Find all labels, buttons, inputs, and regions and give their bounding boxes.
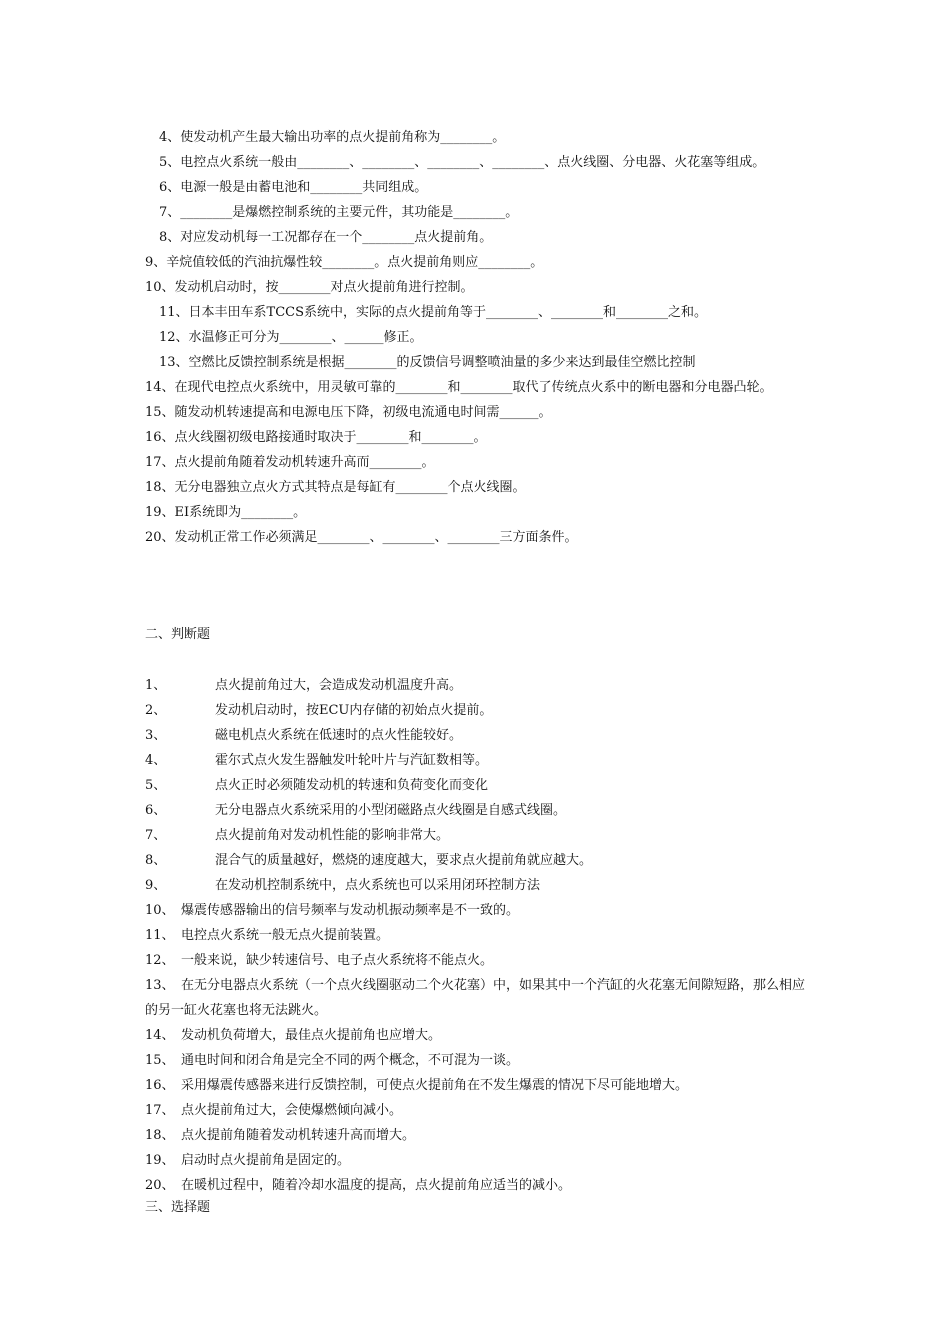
judgement-question: [145, 1123, 815, 1148]
judgement-question: [145, 848, 815, 873]
fill-question: 7、________是爆燃控制系统的主要元件，其功能是________。: [159, 205, 519, 220]
fill-question: 4、使发动机产生最大输出功率的点火提前角称为________。: [159, 130, 506, 145]
fill-question: 6、电源一般是由蓄电池和________共同组成。: [159, 180, 428, 195]
question-text: 点火提前角随着发动机转速升高而增大。: [181, 1128, 416, 1143]
question-number: 10、: [145, 903, 175, 918]
question-number: 8、: [145, 853, 167, 868]
fill-question: 13、空燃比反馈控制系统是根据________的反馈信号调整喷油量的多少来达到最佳空燃比控制: [159, 355, 696, 370]
judgement-question: [145, 698, 815, 723]
question-text: 启动时点火提前角是固定的。: [181, 1153, 351, 1168]
question-number: 18、: [145, 1128, 175, 1143]
question-number: 3、: [145, 728, 167, 743]
section-heading-judgement: 二、判断题: [145, 627, 211, 642]
fill-question: 11、日本丰田车系TCCS系统中，实际的点火提前角等于________、________和________之和。: [159, 305, 708, 320]
fill-question: 12、水温修正可分为________、______修正。: [159, 330, 423, 345]
question-number: 13、: [145, 978, 175, 993]
fill-in-questions: [145, 125, 815, 550]
question-text: 通电时间和闭合角是完全不同的两个概念，不可混为一谈。: [181, 1053, 520, 1068]
question-text: 点火提前角对发动机性能的影响非常大。: [215, 828, 450, 843]
judgement-question: [145, 798, 815, 823]
question-number: 14、: [145, 1028, 175, 1043]
question-text: 电控点火系统一般无点火提前装置。: [181, 928, 390, 943]
judgement-question: [145, 1073, 815, 1098]
question-text: 点火正时必须随发动机的转速和负荷变化而变化: [215, 778, 489, 793]
judgement-question: [145, 773, 815, 798]
judgement-question: [145, 923, 815, 948]
judgement-question: [145, 1148, 815, 1173]
fill-question: 10、发动机启动时，按________对点火提前角进行控制。: [145, 280, 474, 295]
question-text: 无分电器点火系统采用的小型闭磁路点火线圈是自感式线圈。: [215, 803, 567, 818]
judgement-question: [145, 898, 815, 923]
question-text: 霍尔式点火发生器触发叶轮叶片与汽缸数相等。: [215, 753, 489, 768]
question-number: 20、: [145, 1178, 175, 1193]
fill-question: 20、发动机正常工作必须满足________、________、________三方面条件。: [145, 530, 578, 545]
fill-question: 16、点火线圈初级电路接通时取决于________和________。: [145, 430, 487, 445]
question-number: 15、: [145, 1053, 175, 1068]
question-text: 发动机负荷增大，最佳点火提前角也应增大。: [181, 1028, 442, 1043]
judgement-question: [145, 1048, 815, 1073]
fill-question: 9、辛烷值较低的汽油抗爆性较________。点火提前角则应________。: [145, 255, 544, 270]
question-number: 16、: [145, 1078, 175, 1093]
fill-question: 18、无分电器独立点火方式其特点是每缸有________个点火线圈。: [145, 480, 526, 495]
question-text: 在无分电器点火系统（一个点火线圈驱动二个火花塞）中，如果其中一个汽缸的火花塞无间隙短路，那么相应的另一缸火花塞也将无法跳火。: [145, 978, 806, 1018]
judgement-question: [145, 873, 815, 898]
fill-question: 19、EI系统即为________。: [145, 505, 307, 520]
judgement-question: [145, 673, 815, 698]
question-text: 在发动机控制系统中，点火系统也可以采用闭环控制方法: [215, 878, 541, 893]
question-number: 6、: [145, 803, 167, 818]
judgement-question: [145, 973, 815, 1023]
question-number: 17、: [145, 1103, 175, 1118]
question-text: 混合气的质量越好，燃烧的速度越大，要求点火提前角就应越大。: [215, 853, 593, 868]
fill-question: 5、电控点火系统一般由________、________、________、________、点火线圈、分电器、火花塞等组成。: [159, 155, 766, 170]
question-number: 12、: [145, 953, 175, 968]
question-text: 发动机启动时，按ECU内存储的初始点火提前。: [215, 703, 493, 718]
judgement-question: [145, 823, 815, 848]
question-text: 在暖机过程中，随着冷却水温度的提高，点火提前角应适当的减小。: [181, 1178, 572, 1193]
fill-question: 15、随发动机转速提高和电源电压下降，初级电流通电时间需______。: [145, 405, 552, 420]
judgement-question: [145, 1023, 815, 1048]
question-number: 9、: [145, 878, 167, 893]
section-heading-choice: 三、选择题: [145, 1200, 211, 1215]
question-number: 1、: [145, 678, 167, 693]
judgement-question: [145, 1098, 815, 1123]
judgement-question: [145, 948, 815, 973]
judgement-question: [145, 723, 815, 748]
judgement-questions: [145, 673, 815, 1198]
question-number: 2、: [145, 703, 167, 718]
question-text: 点火提前角过大，会造成发动机温度升高。: [215, 678, 463, 693]
question-text: 磁电机点火系统在低速时的点火性能较好。: [215, 728, 463, 743]
question-number: 19、: [145, 1153, 175, 1168]
question-text: 采用爆震传感器来进行反馈控制，可使点火提前角在不发生爆震的情况下尽可能地增大。: [181, 1078, 689, 1093]
fill-question: 17、点火提前角随着发动机转速升高而________。: [145, 455, 435, 470]
question-text: 爆震传感器输出的信号频率与发动机振动频率是不一致的。: [181, 903, 520, 918]
question-number: 11、: [145, 928, 175, 943]
judgement-question: [145, 1173, 815, 1198]
fill-question: 14、在现代电控点火系统中，用灵敏可靠的________和________取代了传统点火系中的断电器和分电器凸轮。: [145, 380, 773, 395]
question-text: 一般来说，缺少转速信号、电子点火系统将不能点火。: [181, 953, 494, 968]
judgement-question: [145, 748, 815, 773]
question-text: 点火提前角过大，会使爆燃倾向减小。: [181, 1103, 403, 1118]
question-number: 5、: [145, 778, 167, 793]
question-number: 4、: [145, 753, 167, 768]
fill-question: 8、对应发动机每一工况都存在一个________点火提前角。: [159, 230, 493, 245]
question-number: 7、: [145, 828, 167, 843]
